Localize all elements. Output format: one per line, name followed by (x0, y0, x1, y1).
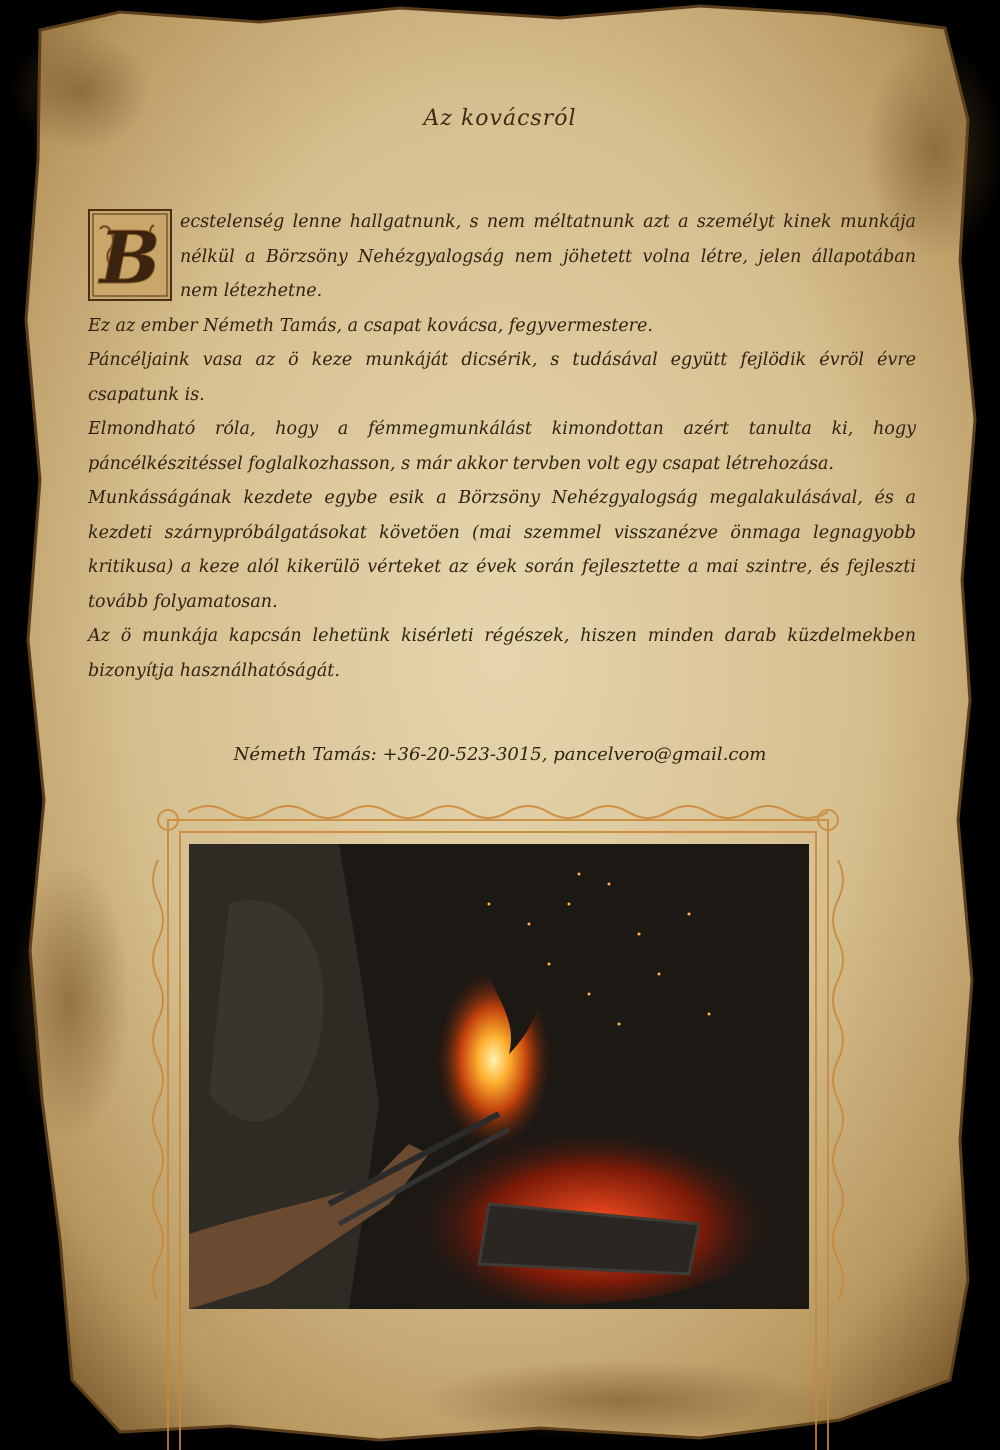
svg-text:B: B (99, 215, 161, 300)
paragraph-1-text: ecstelenség lenne hallgatnunk, s nem méltatnunk azt a személyt kinek munkája nélkül a Börzsöny Nehézgyalogság nem jöhetett volna létre, jelen állapotában nem létezhetne. (180, 212, 916, 301)
paragraph-4: Elmondható róla, hogy a fémmegmunkálást kimondottan azért tanulta ki, hogy páncélkészitéssel foglalkozhasson, s már akkor tervben volt egy csapat létrehozása. (88, 419, 916, 474)
paragraph-2: Ez az ember Németh Tamás, a csapat kovácsa, fegyvermestere. (88, 315, 653, 336)
paragraph-5: Munkásságának kezdete egybe esik a Börzsöny Nehézgyalogság megalakulásával, és a kezdeti szárnypróbálgatásokat követöen (mai szemmel visszanézve önmaga legnagyobb kritikusa) a keze alól kikerülö vérteket az évek során fejlesztette a mai szintre, és fejleszti tovább folyamatosan. (88, 488, 916, 612)
forge-fire-photo (189, 844, 809, 1309)
paragraph-6: Az ö munkája kapcsán lehetünk kisérleti régészek, hiszen minden darab küzdelmekben bizonyítja használhatóságát. (88, 626, 916, 681)
page-title: Az kovácsról (423, 106, 577, 131)
paragraph-3: Páncéljaink vasa az ö keze munkáját dicsérik, s tudásával együtt fejlödik évröl évre csapatunk is. (88, 350, 916, 405)
dropcap-illuminated-letter (88, 209, 172, 301)
contact-line: Németh Tamás: +36-20-523-3015, pancelvero@gmail.com (233, 744, 767, 765)
article-body (88, 205, 916, 688)
paragraph-1 (88, 205, 916, 309)
